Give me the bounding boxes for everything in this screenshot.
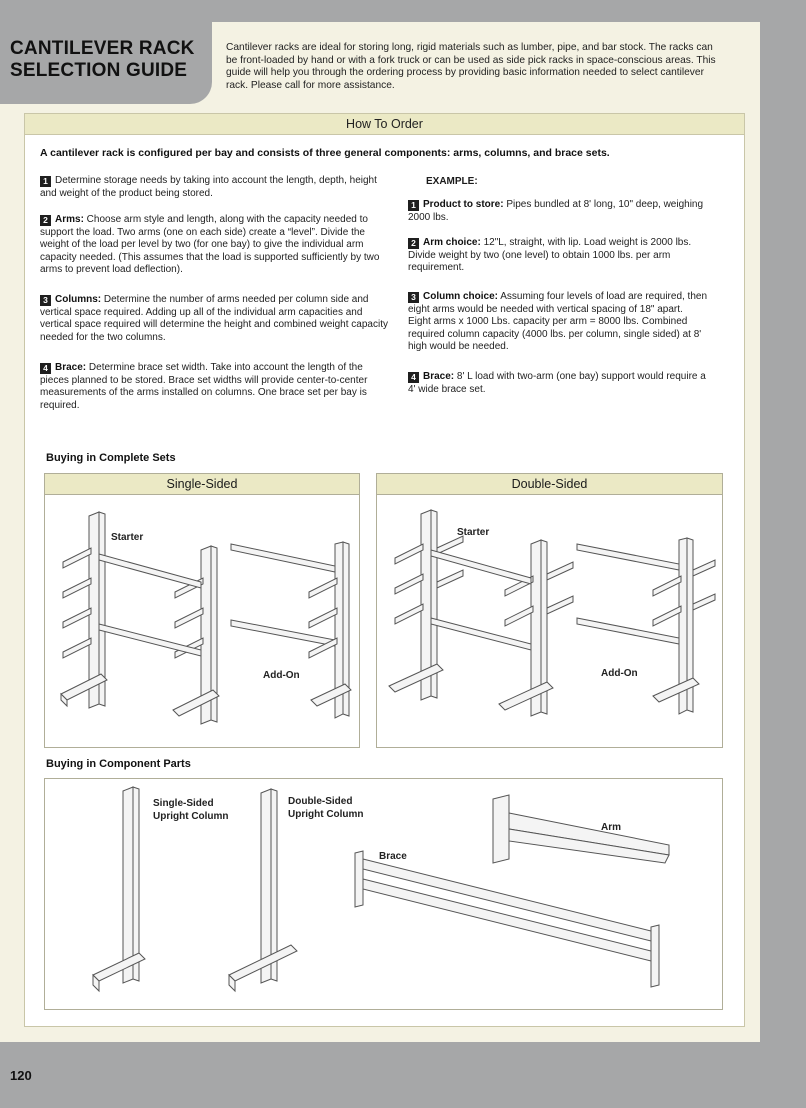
step-number: 4 bbox=[40, 363, 51, 374]
example-4 bbox=[408, 371, 708, 396]
step-term: Brace: bbox=[55, 362, 87, 373]
step-number: 3 bbox=[408, 292, 419, 303]
step-term: Arm choice: bbox=[423, 237, 481, 248]
step-text: Assuming four levels of load are required, then eight arms would be needed with vertical spacing of 18" apart. Eight arms x 1000 Lbs. capacity per arm = 8000 lbs. Combined required column capacity (4000 lbs. per column, single sided) at 8' high would be needed. bbox=[408, 291, 708, 353]
intro-text: Cantilever racks are ideal for storing long, rigid materials such as lumber, pipe, and bar stock. The racks can be front-loaded by hand or with a fork truck or can be used as side pick racks in space-conscious areas. This guide will help you through the ordering process by providing basic information needed to select cantilever rack. Please call for more assistance. bbox=[226, 42, 716, 91]
step-term: Columns: bbox=[55, 294, 102, 305]
double-sided-title: Double-Sided bbox=[377, 474, 722, 495]
step-term: Arms: bbox=[55, 214, 84, 225]
brace-label: Brace bbox=[379, 851, 407, 862]
step-text: 8' L load with two-arm (one bay) support would require a 4' wide brace set. bbox=[408, 371, 706, 395]
how-to-order-heading: How To Order bbox=[24, 113, 745, 135]
double-sided-panel bbox=[376, 473, 723, 748]
single-column-label-line1: Single-Sided bbox=[153, 798, 214, 809]
step-4 bbox=[40, 362, 390, 412]
double-column-label bbox=[288, 795, 364, 821]
title-line-2: SELECTION GUIDE bbox=[10, 60, 188, 81]
example-3 bbox=[408, 291, 708, 354]
single-addon-label: Add-On bbox=[263, 670, 300, 681]
double-starter-label: Starter bbox=[457, 527, 490, 538]
double-sided-rack-illustration bbox=[377, 474, 722, 747]
example-1 bbox=[408, 199, 708, 224]
step-term: Column choice: bbox=[423, 291, 499, 302]
step-text: Pipes bundled at 8' long, 10" deep, weighing 2000 lbs. bbox=[408, 199, 704, 223]
step-number: 2 bbox=[40, 215, 51, 226]
how-to-order-lead: A cantilever rack is configured per bay and consists of three general components: arms, columns, and brace sets. bbox=[40, 147, 610, 159]
double-column-label-line1: Double-Sided bbox=[288, 796, 353, 807]
single-column-label-line2: Upright Column bbox=[153, 811, 229, 822]
single-sided-rack-illustration bbox=[45, 474, 359, 747]
step-number: 2 bbox=[408, 238, 419, 249]
step-number: 1 bbox=[408, 200, 419, 211]
step-text: 12"L, straight, with lip. Load weight is 2000 lbs. Divide weight by two (one level) to obtain 1000 lbs. per arm requirement. bbox=[408, 237, 692, 274]
step-text: Determine the number of arms needed per column side and vertical space required. Adding up all of the individual arm capacities and vertical space required will determine the height and combined weight capacity needed for the two columns. bbox=[40, 294, 388, 343]
double-addon-label: Add-On bbox=[601, 668, 638, 679]
step-text: Choose arm style and length, along with the capacity needed to support the load. Two arms (one on each side) create a “level”. Divide the weight of the load per level by two (for one bay) to give the individual arm capacity needed. (This assumes that the load is supported sufficiently by two arms to prevent load deflection). bbox=[40, 214, 380, 276]
step-text: Determine storage needs by taking into account the length, depth, height and weight of the product being stored. bbox=[40, 175, 377, 199]
step-3 bbox=[40, 294, 390, 344]
page-number: 120 bbox=[10, 1068, 32, 1083]
component-parts-panel bbox=[44, 778, 723, 1010]
single-sided-panel bbox=[44, 473, 360, 748]
title-line-1: CANTILEVER RACK bbox=[10, 38, 195, 59]
step-number: 1 bbox=[40, 176, 51, 187]
step-number: 4 bbox=[408, 372, 419, 383]
step-number: 3 bbox=[40, 295, 51, 306]
complete-sets-heading: Buying in Complete Sets bbox=[46, 452, 176, 464]
single-sided-title: Single-Sided bbox=[45, 474, 359, 495]
single-starter-label: Starter bbox=[111, 532, 144, 543]
step-2 bbox=[40, 214, 390, 277]
component-parts-illustration bbox=[45, 779, 722, 1009]
step-text: Determine brace set width. Take into account the length of the pieces planned to be stored. Brace set widths will provide center-to-center measurements of the arms installed on columns. One brace set per bay is required. bbox=[40, 362, 368, 411]
step-term: Product to store: bbox=[423, 199, 504, 210]
component-parts-heading: Buying in Component Parts bbox=[46, 758, 191, 770]
page-title bbox=[10, 38, 195, 82]
single-column-label bbox=[153, 797, 229, 823]
step-1 bbox=[40, 175, 390, 200]
double-column-label-line2: Upright Column bbox=[288, 809, 364, 820]
example-heading: EXAMPLE: bbox=[426, 176, 478, 187]
step-term: Brace: bbox=[423, 371, 455, 382]
example-2 bbox=[408, 237, 708, 275]
arm-label: Arm bbox=[601, 822, 622, 833]
